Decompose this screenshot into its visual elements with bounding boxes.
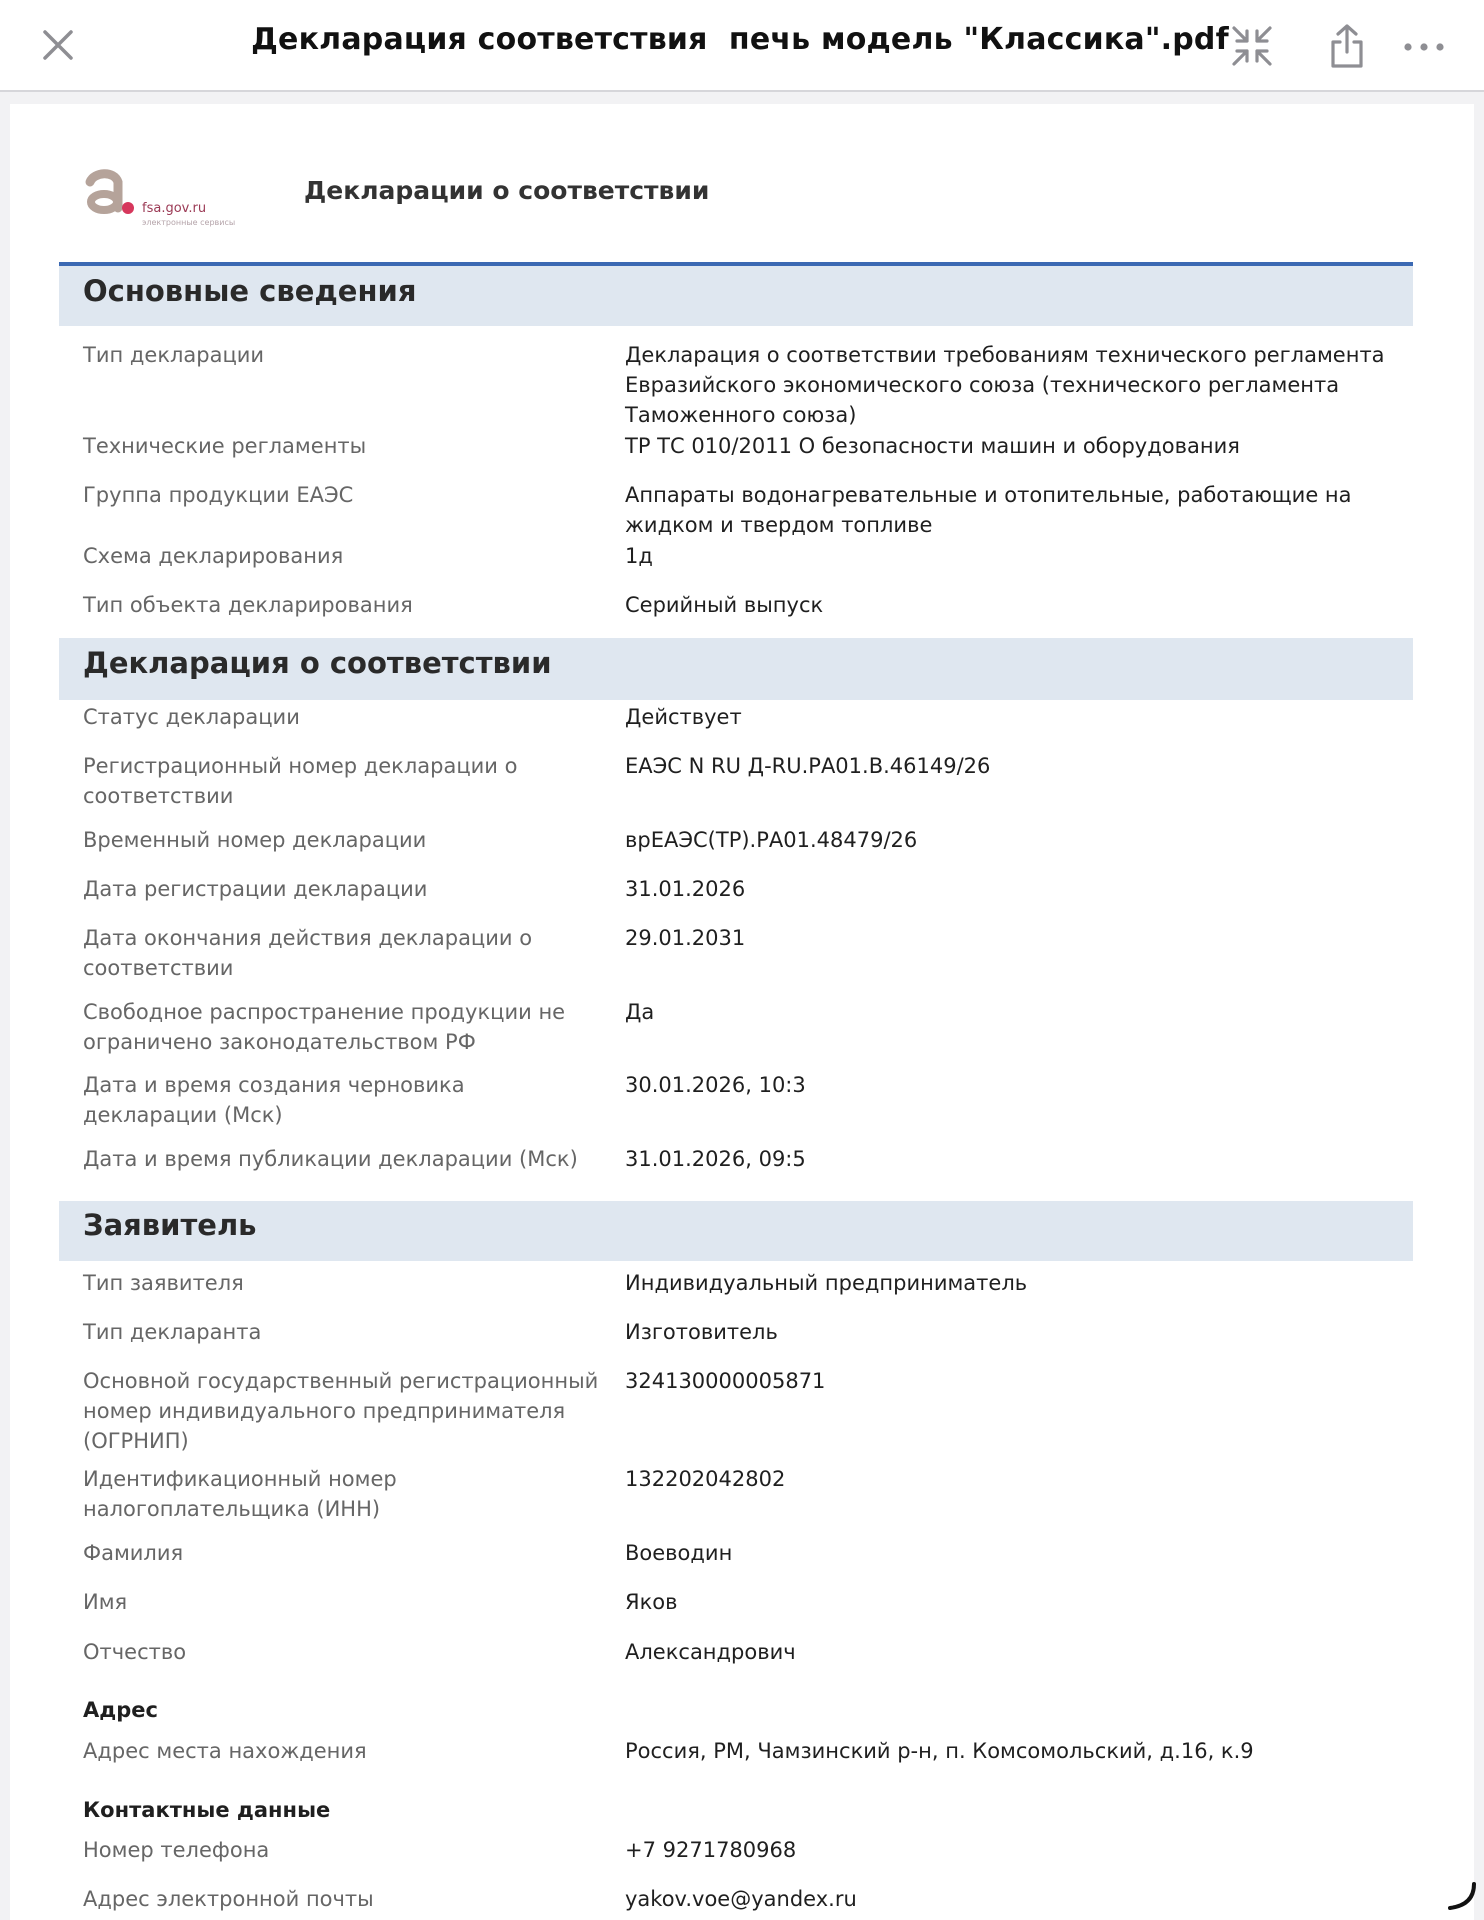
row-label: Основной государственный регистрационный номер индивидуального предпринимателя (ОГРНИП) xyxy=(83,1369,599,1453)
row-value: Россия, РМ, Чамзинский р-н, п. Комсомольский, д.16, к.9 xyxy=(625,1739,1254,1763)
row-value: Воеводин xyxy=(625,1541,733,1565)
resize-handle-icon[interactable] xyxy=(1446,1880,1478,1912)
subsection-title: Контактные данные xyxy=(83,1798,331,1822)
row-value: Серийный выпуск xyxy=(625,593,824,617)
row-value: ЕАЭС N RU Д-RU.РА01.В.46149/26 xyxy=(625,754,991,778)
row-label: Схема декларирования xyxy=(83,544,344,568)
row-label: Группа продукции ЕАЭС xyxy=(83,483,354,507)
row-label: Адрес места нахождения xyxy=(83,1739,367,1763)
row-value: +7 9271780968 xyxy=(625,1838,797,1862)
row-value: Да xyxy=(625,1000,655,1024)
row-value: Индивидуальный предприниматель xyxy=(625,1271,1028,1295)
share-icon[interactable] xyxy=(1323,22,1371,70)
row-value: 1д xyxy=(625,544,653,568)
row-value: 132202042802 xyxy=(625,1467,786,1491)
row-value: врЕАЭС(ТР).РА01.48479/26 xyxy=(625,828,918,852)
row-label: Идентификационный номер налогоплательщика (ИНН) xyxy=(83,1467,397,1521)
row-label: Тип заявителя xyxy=(83,1271,244,1295)
row-label: Дата окончания действия декларации о соответствии xyxy=(83,926,533,980)
row-label: Дата и время публикации декларации (Мск) xyxy=(83,1147,578,1171)
row-value: ТР ТС 010/2011 О безопасности машин и оборудования xyxy=(625,434,1240,458)
row-value: Аппараты водонагревательные и отопительные, работающие на жидком и твердом топливе xyxy=(625,483,1352,537)
row-value: Яков xyxy=(625,1590,678,1614)
pdf-page xyxy=(10,104,1474,1920)
row-label: Тип декларанта xyxy=(83,1320,262,1344)
row-value: 31.01.2026 xyxy=(625,877,746,901)
row-value: Декларация о соответствии требованиям технического регламента Евразийского экономического союза (технического регламента Таможенного союза) xyxy=(625,343,1385,427)
row-value: 29.01.2031 xyxy=(625,926,746,950)
row-label: Технические регламенты xyxy=(83,434,367,458)
row-value: 30.01.2026, 10:3 xyxy=(625,1073,806,1097)
section-header-applicant xyxy=(59,1201,1413,1261)
row-label: Дата регистрации декларации xyxy=(83,877,428,901)
row-label: Тип объекта декларирования xyxy=(83,593,413,617)
close-icon[interactable] xyxy=(40,27,76,63)
row-value: Действует xyxy=(625,705,742,729)
section-header-declaration xyxy=(59,638,1413,700)
row-label: Номер телефона xyxy=(83,1838,270,1862)
logo-domain: fsa.gov.ru xyxy=(142,201,207,216)
section-title: Декларация о соответствии xyxy=(83,646,552,680)
row-label: Имя xyxy=(83,1590,128,1614)
row-label: Временный номер декларации xyxy=(83,828,427,852)
row-value: yakov.voe@yandex.ru xyxy=(625,1887,857,1911)
row-label: Регистрационный номер декларации о соответствии xyxy=(83,754,518,808)
subsection-title: Адрес xyxy=(83,1698,158,1722)
collapse-icon[interactable] xyxy=(1228,22,1276,70)
document-title: Декларация соответствия печь модель "Классика".pdf xyxy=(251,22,1229,57)
viewer-toolbar xyxy=(0,0,1484,92)
section-title: Заявитель xyxy=(83,1208,257,1242)
row-value: 324130000005871 xyxy=(625,1369,826,1393)
logo-subtitle: электронные сервисы xyxy=(142,218,236,227)
section-title: Основные сведения xyxy=(83,274,417,308)
row-label: Свободное распространение продукции не ограничено законодательством РФ xyxy=(83,1000,566,1054)
fsa-logo xyxy=(80,168,260,238)
row-label: Статус декларации xyxy=(83,705,300,729)
row-label: Адрес электронной почты xyxy=(83,1887,374,1911)
more-icon[interactable] xyxy=(1400,22,1448,70)
doc-heading: Декларации о соответствии xyxy=(304,176,710,205)
section-header-basic xyxy=(59,262,1413,326)
row-label: Тип декларации xyxy=(83,343,265,367)
row-value: Изготовитель xyxy=(625,1320,778,1344)
row-value: Александрович xyxy=(625,1640,796,1664)
row-label: Дата и время создания черновика декларации (Мск) xyxy=(83,1073,465,1127)
row-label: Отчество xyxy=(83,1640,187,1664)
row-value: 31.01.2026, 09:5 xyxy=(625,1147,806,1171)
row-label: Фамилия xyxy=(83,1541,184,1565)
